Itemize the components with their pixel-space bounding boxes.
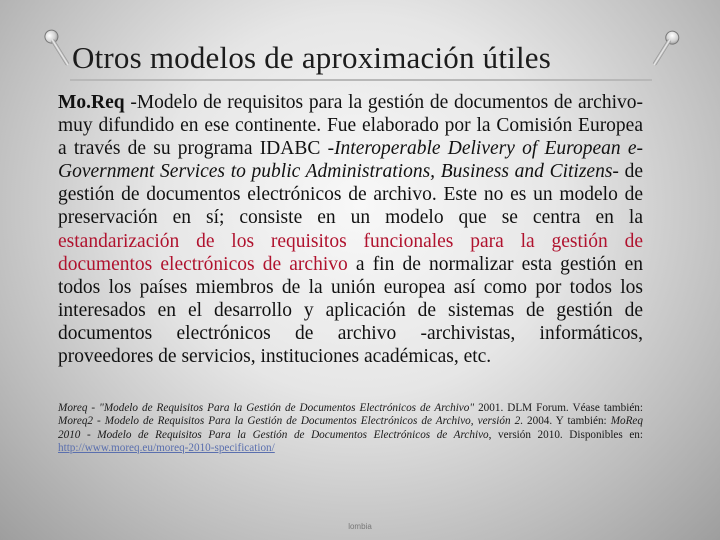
moreq-term: Mo.Req	[58, 92, 125, 113]
highlighted-phrase: estandarización de los requisitos funcionales para la gestión de documentos electrónicos de archivo	[58, 230, 643, 275]
footnote-link[interactable]: http://www.moreq.eu/moreq-2010-specification/	[58, 441, 275, 454]
slide-title: Otros modelos de aproximación útiles	[72, 40, 551, 75]
pushpin-icon	[40, 27, 76, 71]
footer-label: lombia	[348, 522, 372, 531]
footnote-ref-moreq2010: MoReq 2010 - Modelo de Requisitos Para la Gestión de Documentos Electrónicos de Archivo	[58, 415, 643, 441]
title-divider	[70, 79, 652, 81]
footnote-ref-moreq: Moreq - "Modelo de Requisitos Para la Gestión de Documentos Electrónicos de Archivo"	[58, 402, 475, 414]
footnote-text-1: 2001. DLM Forum. Véase también:	[474, 402, 643, 414]
main-paragraph	[58, 91, 643, 368]
footnote-ref-moreq2: Moreq2 - Modelo de Requisitos Para la Gestión de Documentos Electrónicos de Archivo, versión 2	[58, 415, 521, 428]
footnote	[58, 402, 643, 455]
program-name: Interoperable Delivery of European e-Government Services to public Administrations, Business and Citizens	[58, 138, 643, 183]
footnote-text-2: . 2004. Y también:	[520, 415, 611, 428]
paragraph-text-2: - de gestión de documentos electrónicos de archivo. Este no es un modelo de preservación en sí; consiste en un modelo que se centra en la	[58, 161, 643, 229]
paragraph-text-3: a fin de normalizar esta gestión en todos los países miembros de la unión europea así como por todos los interesados en el desarrollo y aplicación de sistemas de gestión de documentos electrónicos de archivo -archivistas, informáticos, proveedores de servicios, instituciones académicas, etc.	[58, 253, 643, 368]
footnote-text-3: , versión 2010. Disponibles en:	[488, 428, 643, 441]
paragraph-text-1: -Modelo de requisitos para la gestión de documentos de archivo- muy difundido en ese continente. Fue elaborado por la Comisión Europea a través de su programa IDABC -	[58, 92, 643, 160]
